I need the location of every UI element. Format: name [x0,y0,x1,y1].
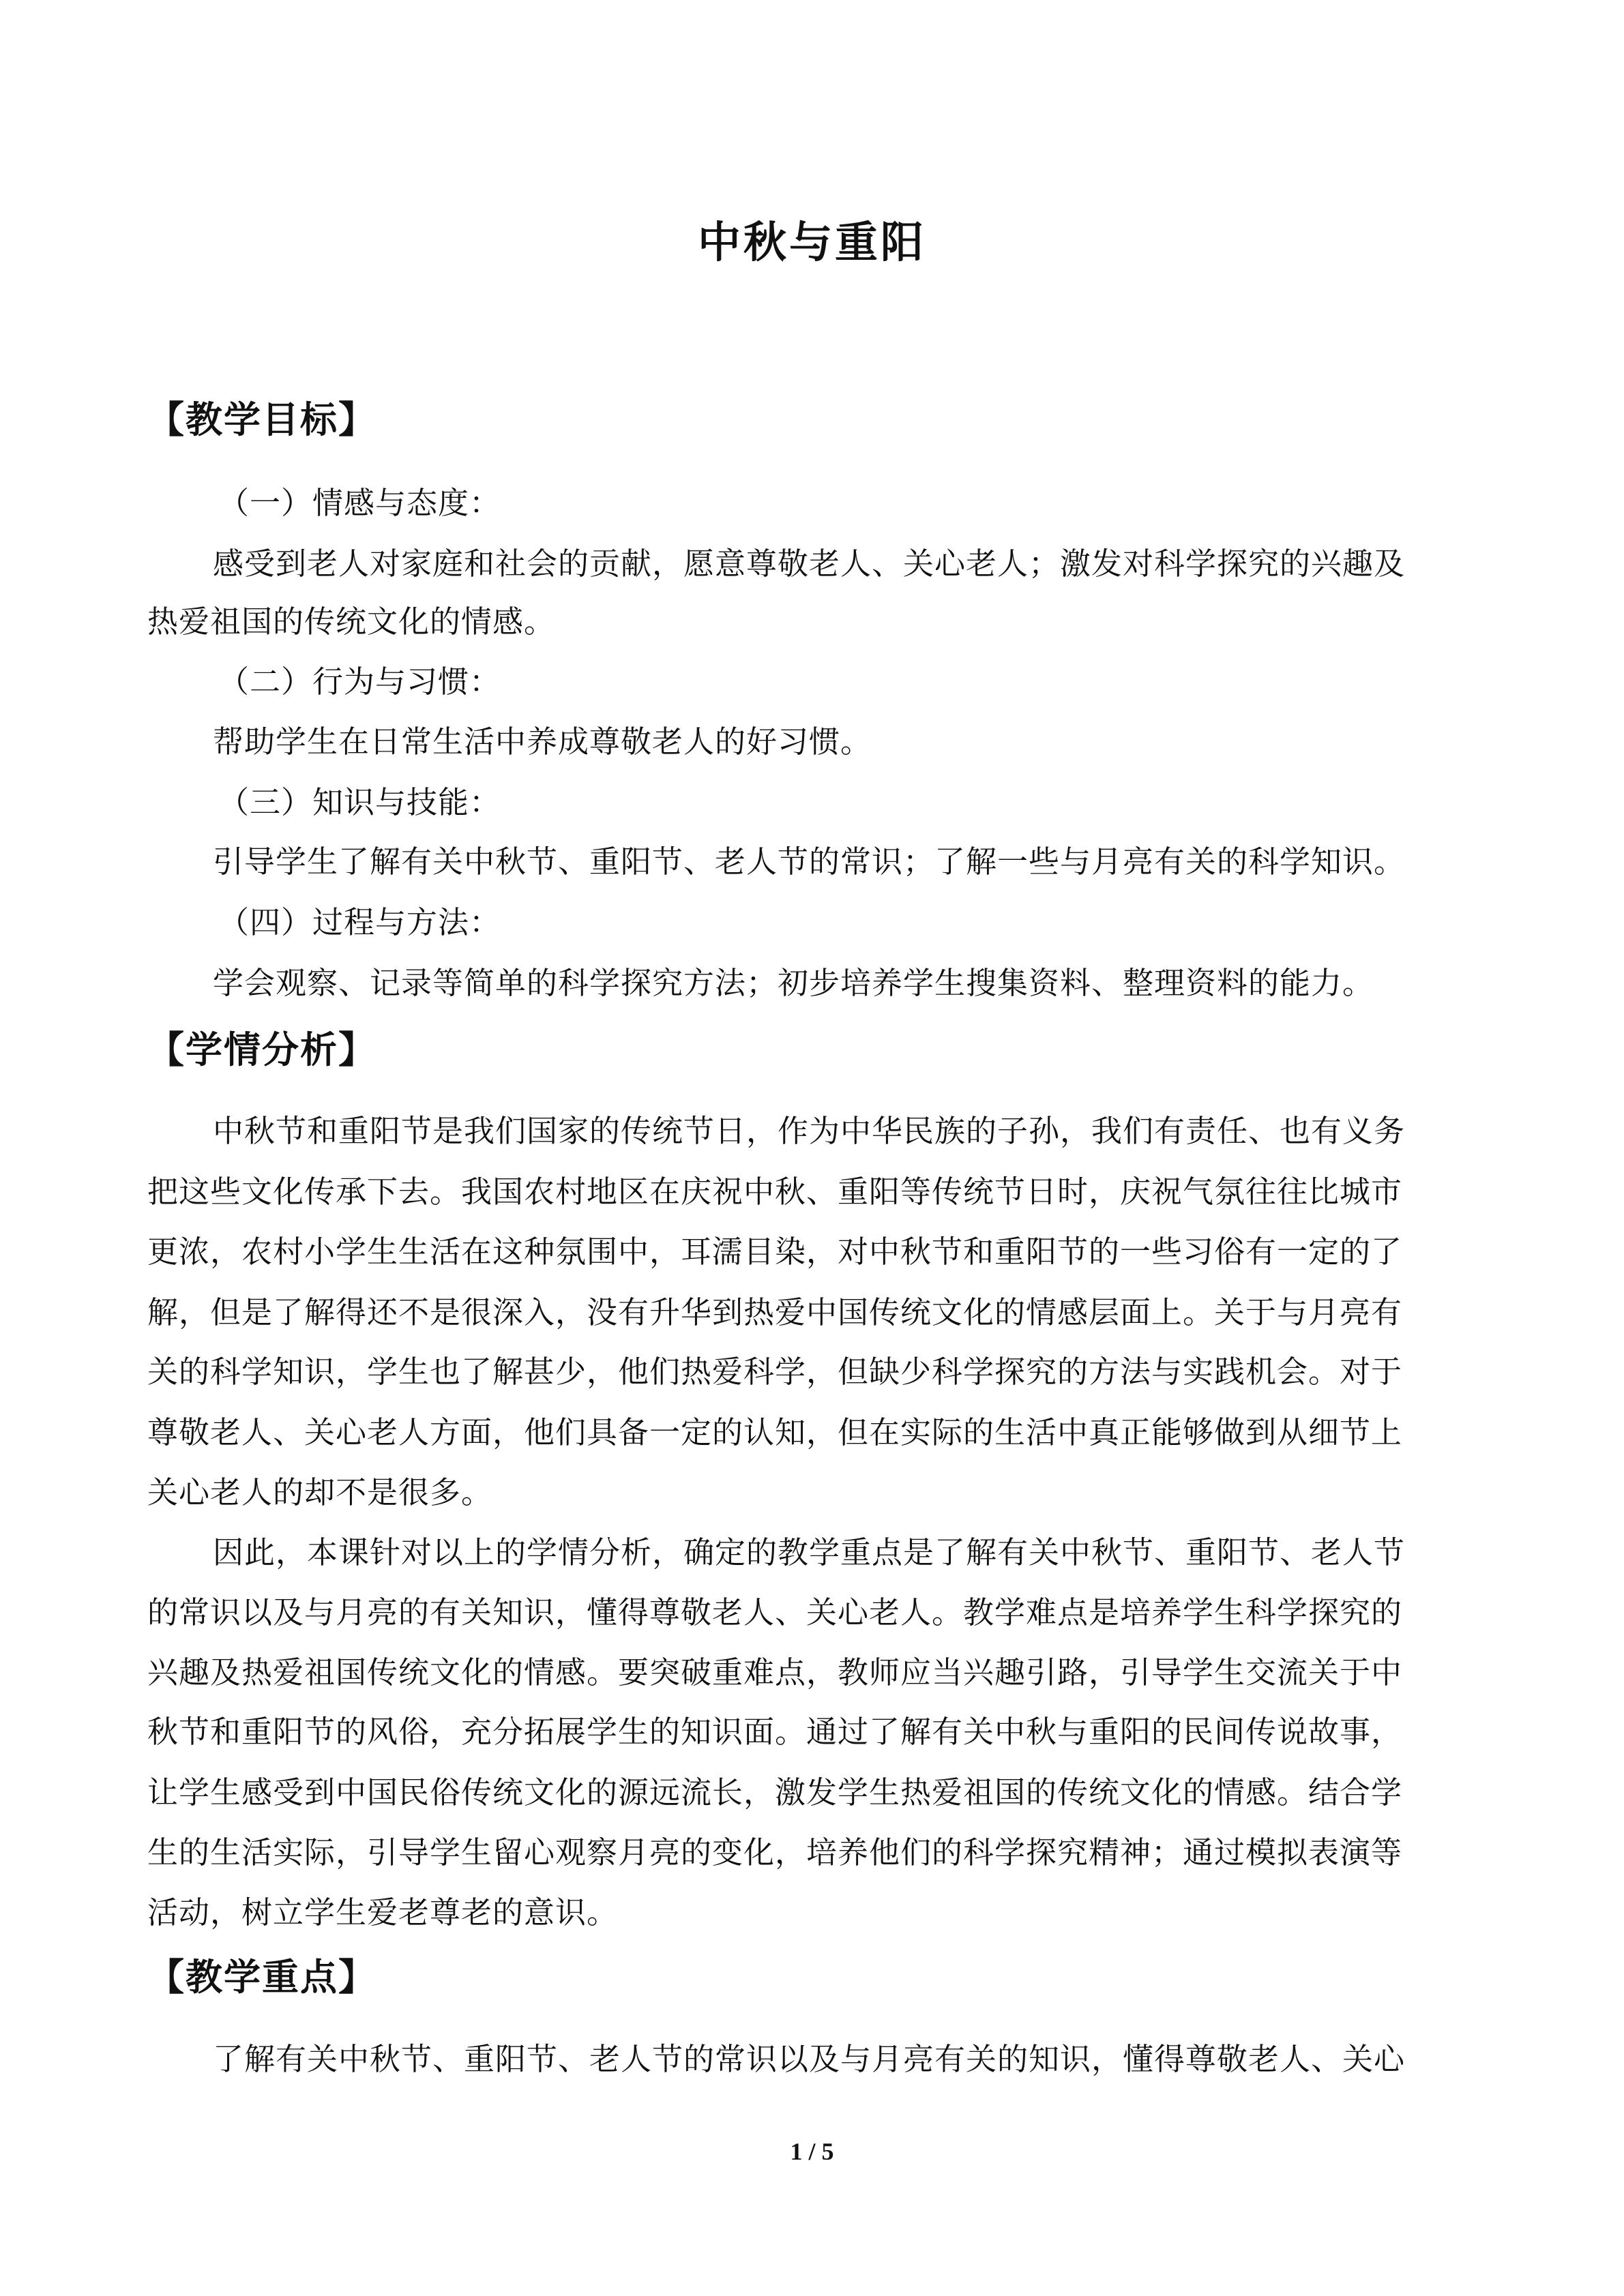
paragraph-line: 热爱祖国的传统文化的情感。 [147,603,556,640]
paragraph-line: 秋节和重阳节的风俗，充分拓展学生的知识面。通过了解有关中秋与重阳的民间传说故事， [147,1714,1403,1750]
paragraph-line: 关的科学知识，学生也了解甚少，他们热爱科学，但缺少科学探究的方法与实践机会。对于 [147,1354,1403,1390]
paragraph-line: 了解有关中秋节、重阳节、老人节的常识以及与月亮有关的知识，懂得尊敬老人、关心 [213,2041,1406,2077]
paragraph-line: 让学生感受到中国民俗传统文化的源远流长，激发学生热爱祖国的传统文化的情感。结合学 [147,1774,1403,1810]
paragraph-line: 活动，树立学生爱老尊老的意识。 [147,1894,619,1930]
paragraph-line: 把这些文化传承下去。我国农村地区在庆祝中秋、重阳等传统节日时，庆祝气氛往往比城市 [147,1174,1403,1210]
paragraph-line: 感受到老人对家庭和社会的贡献，愿意尊敬老人、关心老人；激发对科学探究的兴趣及 [213,546,1406,582]
paragraph-line: 关心老人的却不是很多。 [147,1474,493,1510]
subheading-behavior-habit: （二）行为与习惯： [218,664,501,700]
subheading-knowledge-skill: （三）知识与技能： [218,784,501,820]
page-number: 1 / 5 [790,2138,834,2165]
section-heading-learning-analysis: 【学情分析】 [147,1028,377,1071]
section-heading-teaching-focus: 【教学重点】 [147,1955,377,1999]
paragraph-line: 尊敬老人、关心老人方面，他们具备一定的认知，但在实际的生活中真正能够做到从细节上 [147,1414,1403,1450]
paragraph-line: 解，但是了解得还不是很深入，没有升华到热爱中国传统文化的情感层面上。关于与月亮有 [147,1294,1403,1330]
paragraph-line: 因此，本课针对以上的学情分析，确定的教学重点是了解有关中秋节、重阳节、老人节 [213,1534,1406,1570]
paragraph-line: 中秋节和重阳节是我们国家的传统节日，作为中华民族的子孙，我们有责任、也有义务 [213,1113,1406,1149]
paragraph-line: 生的生活实际，引导学生留心观察月亮的变化，培养他们的科学探究精神；通过模拟表演等 [147,1834,1403,1870]
section-heading-teaching-goals: 【教学目标】 [147,398,377,441]
paragraph-line: 兴趣及热爱祖国传统文化的情感。要突破重难点，教师应当兴趣引路，引导学生交流关于中 [147,1654,1403,1690]
paragraph-line: 更浓，农村小学生生活在这种氛围中，耳濡目染，对中秋节和重阳节的一些习俗有一定的了 [147,1234,1403,1270]
paragraph-line: 帮助学生在日常生活中养成尊敬老人的好习惯。 [213,724,872,760]
paragraph-line: 的常识以及与月亮的有关知识，懂得尊敬老人、关心老人。教学难点是培养学生科学探究的 [147,1594,1403,1630]
document-title: 中秋与重阳 [698,217,926,267]
paragraph-line: 学会观察、记录等简单的科学探究方法；初步培养学生搜集资料、整理资料的能力。 [213,965,1374,1001]
paragraph-line: 引导学生了解有关中秋节、重阳节、老人节的常识；了解一些与月亮有关的科学知识。 [213,844,1406,880]
subheading-emotion-attitude: （一）情感与态度： [218,485,501,521]
subheading-process-method: （四）过程与方法： [218,904,501,940]
